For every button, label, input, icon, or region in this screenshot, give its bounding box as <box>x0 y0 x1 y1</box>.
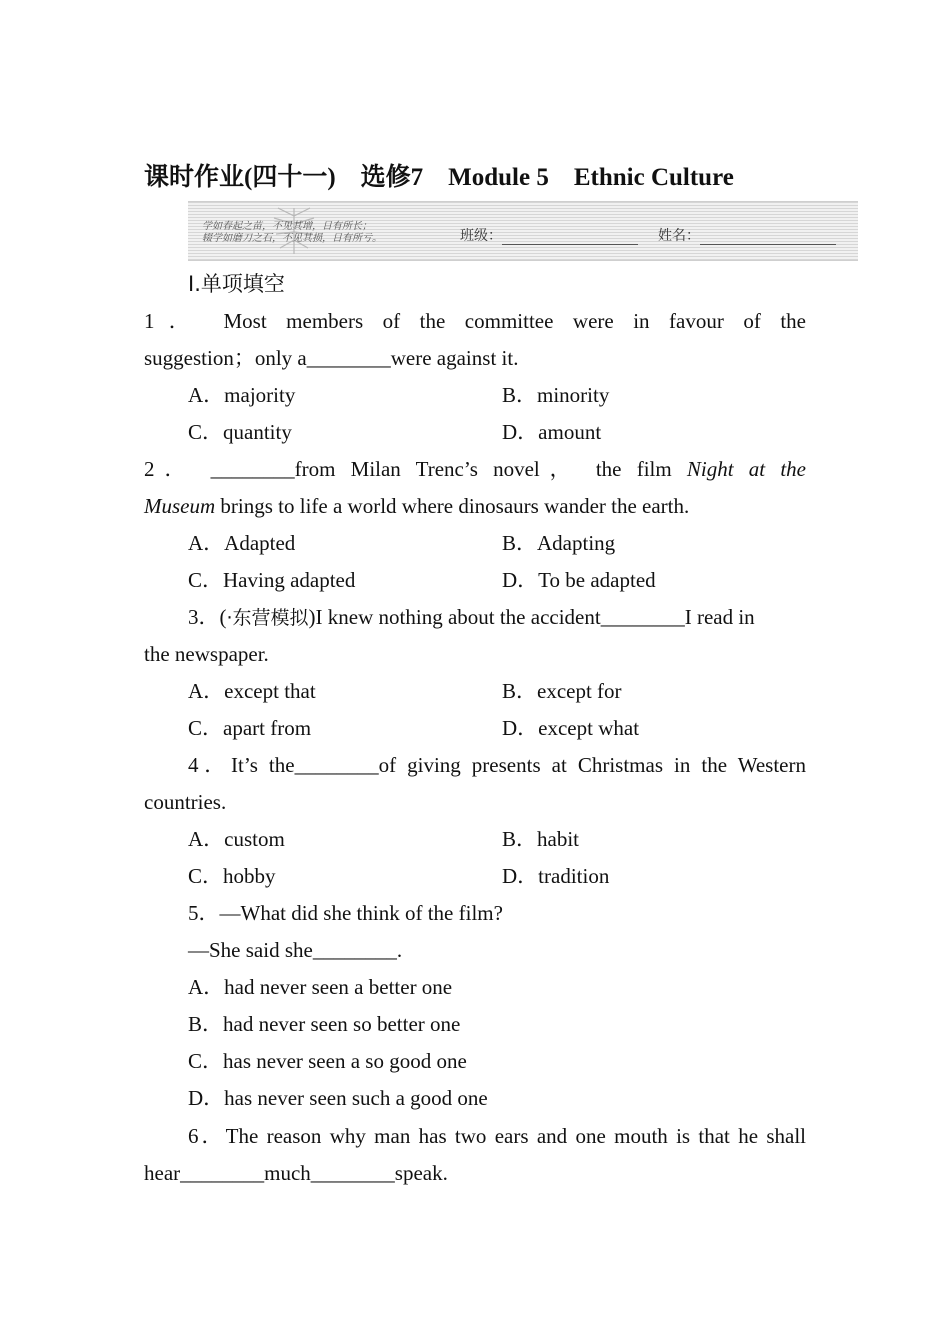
q2-option-d[interactable]: D．To be adapted <box>502 568 656 592</box>
class-field[interactable] <box>460 225 638 245</box>
q1-option-d[interactable]: D．amount <box>502 420 602 444</box>
class-label: 班级： <box>460 228 502 244</box>
name-label: 姓名： <box>658 228 700 244</box>
q3-stem-text: )I knew nothing about the accident________I read in <box>308 605 755 629</box>
q6-stem-line-2: hear________much________speak. <box>144 1161 448 1185</box>
section-heading: Ⅰ.单项填空 <box>188 272 285 296</box>
motto-text <box>202 221 382 245</box>
q5-option-d[interactable]: D．has never seen such a good one <box>188 1086 488 1110</box>
q2-stem-text: 2． ________from Milan Trenc’s novel， the film <box>144 457 687 481</box>
q4-option-d[interactable]: D．tradition <box>502 864 610 888</box>
q3-stem-prefix: 3．( <box>188 605 227 629</box>
q1-stem-line-1: 1． Most members of the committee were in favour of the <box>144 309 806 333</box>
q2-film-title-part2: Museum <box>144 494 216 518</box>
q5-stem-line-1: 5．—What did she think of the film? <box>188 901 503 925</box>
q3-option-d[interactable]: D．except what <box>502 716 640 740</box>
q2-stem-line-2 <box>144 488 689 525</box>
q2-option-b[interactable]: B．Adapting <box>502 531 616 555</box>
q5-option-c[interactable]: C．has never seen a so good one <box>188 1049 467 1073</box>
q4-stem-line-1: 4．It’s the________of giving presents at Christmas in the Western <box>188 753 806 777</box>
q5-stem-line-2: —She said she________. <box>188 938 403 962</box>
q1-stem-line-2: suggestion；only a________were against it. <box>144 346 519 370</box>
name-field[interactable] <box>658 225 836 245</box>
q1-option-c[interactable]: C．quantity <box>188 420 292 444</box>
q3-option-a[interactable]: A．except that <box>188 679 316 703</box>
q5-option-b[interactable]: B．had never seen so better one <box>188 1012 461 1036</box>
q6-stem-line-1: 6．The reason why man has two ears and one mouth is that he shall <box>188 1124 806 1148</box>
q4-option-c[interactable]: C．hobby <box>188 864 276 888</box>
q1-option-b[interactable]: B．minority <box>502 383 610 407</box>
q2-stem-line-1 <box>144 451 806 488</box>
q3-source: ·东营模拟 <box>226 607 309 629</box>
page-title: 课时作业(四十一) 选修7 Module 5 Ethnic Culture <box>144 164 734 191</box>
name-blank[interactable] <box>700 228 836 245</box>
q5-option-a[interactable]: A．had never seen a better one <box>188 975 453 999</box>
student-info-banner <box>188 201 858 261</box>
q2-film-title-part1: Night at the <box>686 457 806 481</box>
q2-stem-rest: brings to life a world where dinosaurs wander the earth. <box>215 494 690 518</box>
q3-option-b[interactable]: B．except for <box>502 679 622 703</box>
motto-line-2: 辍学如磨刀之石，不见其损，日有所亏。 <box>202 233 382 244</box>
motto-line-1: 学如春起之苗，不见其增，日有所长； <box>202 221 372 232</box>
q3-option-c[interactable]: C．apart from <box>188 716 312 740</box>
q2-option-c[interactable]: C．Having adapted <box>188 568 356 592</box>
q4-option-b[interactable]: B．habit <box>502 827 579 851</box>
q2-option-a[interactable]: A．Adapted <box>188 531 296 555</box>
class-blank[interactable] <box>502 228 638 245</box>
q3-stem-line-1 <box>188 599 806 637</box>
q4-option-a[interactable]: A．custom <box>188 827 285 851</box>
q1-option-a[interactable]: A．majority <box>188 383 296 407</box>
q3-stem-line-2: the newspaper. <box>144 642 269 666</box>
q4-stem-line-2: countries. <box>144 790 227 814</box>
